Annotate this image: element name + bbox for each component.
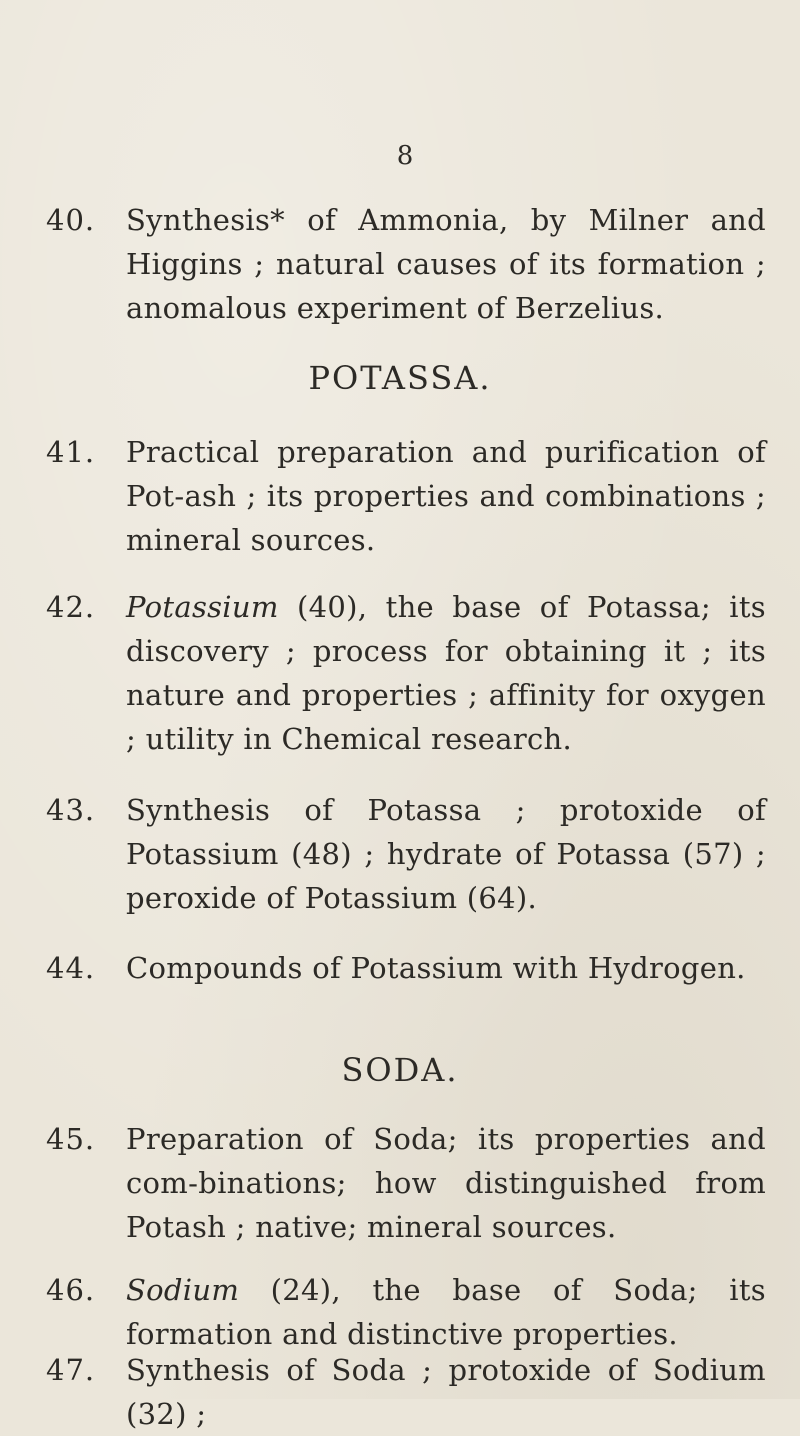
entry-43 — [46, 788, 766, 920]
entry-text: Synthesis of Potassa ; protoxide of Potassium (48) ; hydrate of Potassa (57) ; peroxide of Potassium (64). — [126, 793, 766, 915]
page-number: 8 — [396, 141, 414, 171]
entry-text: Synthesis* of Ammonia, by Milner and Higgins ; natural causes of its formation ; anomalous experiment of Berzelius. — [126, 203, 766, 325]
section-heading-soda: SODA. — [341, 1051, 459, 1089]
entry-text: Practical preparation and purification of Pot-ash ; its properties and combinations ; mineral sources. — [126, 435, 766, 557]
entry-41 — [46, 430, 766, 562]
entry-text: (24), the base of Soda; its formation and distinctive properties. — [126, 1273, 766, 1351]
entry-number: 42. — [46, 590, 96, 624]
entry-46 — [46, 1268, 766, 1356]
entry-number: 46. — [46, 1273, 96, 1307]
entry-45 — [46, 1117, 766, 1249]
entry-text: Compounds of Potassium with Hydrogen. — [126, 951, 746, 985]
section-heading-potassa: POTASSA. — [308, 359, 492, 397]
entry-44 — [46, 946, 766, 990]
entry-text: Preparation of Soda; its properties and com-binations; how distinguished from Potash ; native; mineral sources. — [126, 1122, 766, 1244]
entry-italic-term: Potassium — [126, 590, 279, 624]
entry-number: 47. — [46, 1353, 96, 1387]
entry-number: 43. — [46, 793, 96, 827]
entry-42 — [46, 585, 766, 761]
entry-number: 41. — [46, 435, 96, 469]
entry-italic-term: Sodium — [126, 1273, 240, 1307]
entry-text: (40), the base of Potassa; its discovery ; process for obtaining it ; its nature and properties ; affinity for oxygen ; utility in Chemical research. — [126, 590, 766, 756]
entry-number: 40. — [46, 203, 96, 237]
entry-40 — [46, 198, 766, 330]
entry-text: Synthesis of Soda ; protoxide of Sodium (32) ; — [126, 1353, 766, 1431]
entry-47 — [46, 1348, 766, 1436]
entry-number: 45. — [46, 1122, 96, 1156]
entry-number: 44. — [46, 951, 96, 985]
